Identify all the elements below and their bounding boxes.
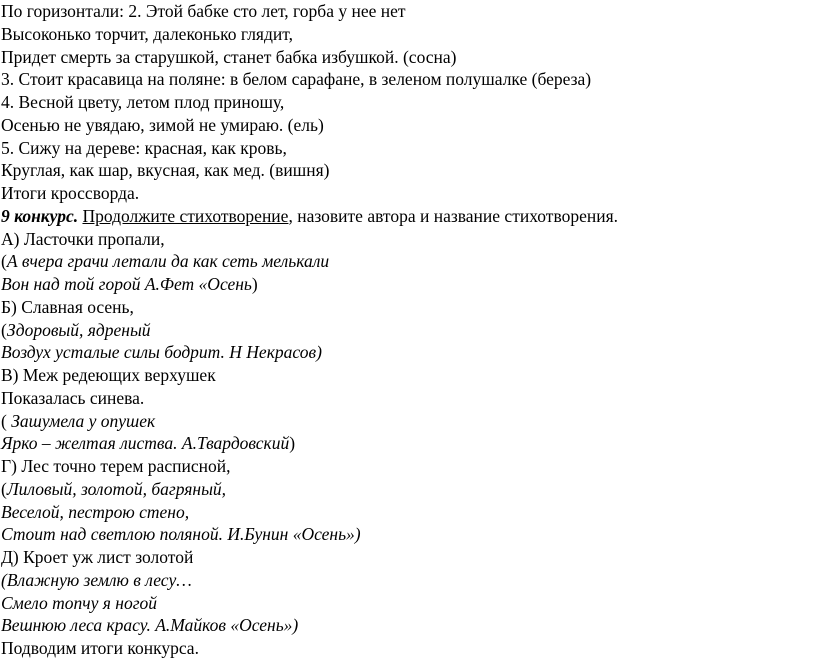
poem-g-first-line: Г) Лес точно терем расписной, xyxy=(1,456,231,476)
contest-heading xyxy=(1,205,816,228)
riddle-line: 4. Весной цвету, летом плод приношу, xyxy=(1,92,285,112)
poem-b-continuation: Воздух усталые силы бодрит. Н Некрасов) xyxy=(1,342,322,363)
poem-a-continuation: Вон над той горой А.Фет «Осень) xyxy=(1,274,258,294)
riddle-line: Придет смерть за старушкой, станет бабка избушкой. (сосна) xyxy=(1,46,457,67)
riddle-line: 5. Сижу на дереве: красная, как кровь, xyxy=(1,137,287,158)
riddle-line: Осенью не увядаю, зимой не умираю. (ель) xyxy=(1,114,324,135)
poem-g-continuation: Веселой, пестрою стено, xyxy=(1,501,190,522)
poem-v-continuation: Ярко – желтая листва. А.Твардовский) xyxy=(1,433,296,454)
poem-d-continuation: Смело топчу я ногой xyxy=(1,592,158,613)
crossword-summary: Итоги кроссворда. xyxy=(1,183,140,203)
riddle-line: 3. Стоит красавица на поляне: в белом сарафане, в зеленом полушалке (береза) xyxy=(1,69,592,90)
contest-title: 9 конкурс. xyxy=(1,205,79,226)
poem-d-continuation: Вешнюю леса красу. А.Майков «Осень») xyxy=(1,615,299,636)
contest-instruction-link[interactable]: Продолжите стихотворение xyxy=(82,205,289,226)
poem-b-first-line: Б) Славная осень, xyxy=(1,296,134,317)
poem-v-first-line: В) Меж редеющих верхушек xyxy=(1,365,216,385)
contest-instruction-rest: , назовите автора и название стихотворения. xyxy=(288,205,619,226)
poem-g-continuation: Стоит над светлою поляной. И.Бунин «Осень») xyxy=(1,524,361,545)
poem-a-continuation: (А вчера грачи летали да как сеть мелькали xyxy=(1,251,330,272)
riddle-line: По горизонтали: 2. Этой бабке сто лет, горба у нее нет xyxy=(1,1,406,21)
contest-summary: Подводим итоги конкурса. xyxy=(1,638,199,658)
poem-g-continuation: (Лиловый, золотой, багряный, xyxy=(1,478,227,499)
riddle-line: Высоконько торчит, далеконько глядит, xyxy=(1,23,293,44)
poem-v-second-line: Показалась синева. xyxy=(1,387,145,408)
riddle-line: Круглая, как шар, вкусная, как мед. (вишня) xyxy=(1,160,330,181)
poem-v-continuation: ( Зашумела у опушек xyxy=(1,410,156,431)
poem-d-first-line: Д) Кроет уж лист золотой xyxy=(1,547,194,567)
poem-d-continuation: (Влажную землю в лесу… xyxy=(1,569,192,590)
poem-b-continuation: (Здоровый, ядреный xyxy=(1,319,151,340)
poem-a-first-line: А) Ласточки пропали, xyxy=(1,228,165,249)
